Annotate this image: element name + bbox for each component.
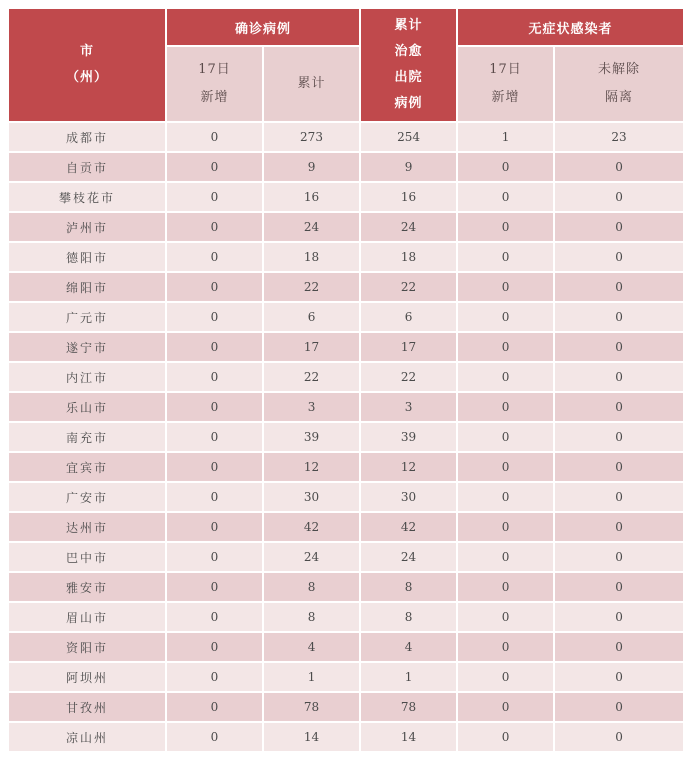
table-row (9, 393, 683, 421)
cumulative-header: 累计 (264, 47, 359, 121)
unreleased-isolation-cell: 0 (555, 603, 683, 631)
table-row (9, 573, 683, 601)
asymptomatic-new-cell: 0 (458, 513, 553, 541)
asymptomatic-new-cell: 0 (458, 333, 553, 361)
asymptomatic-new-cell: 0 (458, 543, 553, 571)
confirmed-total-cell: 6 (264, 303, 359, 331)
confirmed-new-cell: 0 (167, 453, 262, 481)
confirmed-total-cell: 22 (264, 363, 359, 391)
table-row (9, 213, 683, 241)
confirmed-total-cell: 1 (264, 663, 359, 691)
city-header-label: 市 (79, 44, 94, 59)
city-cell: 乐山市 (9, 393, 165, 421)
confirmed-total-cell: 12 (264, 453, 359, 481)
confirmed-total-cell: 24 (264, 213, 359, 241)
city-cell: 绵阳市 (9, 273, 165, 301)
confirmed-total-cell: 24 (264, 543, 359, 571)
unreleased-isolation-cell: 0 (555, 153, 683, 181)
covid-stats-table (7, 7, 685, 753)
confirmed-new-cell: 0 (167, 183, 262, 211)
confirmed-new-cell: 0 (167, 543, 262, 571)
confirmed-total-cell: 39 (264, 423, 359, 451)
asymptomatic-new-cell: 0 (458, 153, 553, 181)
recovered-cell: 42 (361, 513, 456, 541)
confirmed-new-cell: 0 (167, 633, 262, 661)
asymptomatic-new-cell: 0 (458, 603, 553, 631)
recovered-cell: 24 (361, 213, 456, 241)
unreleased-isolation-cell: 23 (555, 123, 683, 151)
table-row (9, 723, 683, 751)
recovered-cell: 9 (361, 153, 456, 181)
table-row (9, 363, 683, 391)
covid-stats-table-container (7, 7, 683, 753)
confirmed-total-cell: 17 (264, 333, 359, 361)
recovered-cell: 8 (361, 573, 456, 601)
table-row (9, 303, 683, 331)
asymptomatic-new-cell: 0 (458, 363, 553, 391)
recovered-header-line-4: 病例 (394, 96, 423, 111)
asymptomatic-new-cell: 0 (458, 723, 553, 751)
unreleased-isolation-cell: 0 (555, 243, 683, 271)
city-cell: 宜宾市 (9, 453, 165, 481)
recovered-cell: 3 (361, 393, 456, 421)
table-row (9, 663, 683, 691)
table-row (9, 123, 683, 151)
recovered-cell: 8 (361, 603, 456, 631)
confirmed-new-cell: 0 (167, 273, 262, 301)
city-cell: 内江市 (9, 363, 165, 391)
city-cell: 自贡市 (9, 153, 165, 181)
table-row (9, 273, 683, 301)
confirmed-new-cell: 0 (167, 303, 262, 331)
confirmed-total-cell: 8 (264, 603, 359, 631)
recovered-cell: 22 (361, 363, 456, 391)
asymptomatic-new-cell: 0 (458, 393, 553, 421)
recovered-header-line-1: 累计 (394, 18, 423, 33)
city-header-sub: （州） (65, 70, 108, 85)
confirmed-new-cell: 0 (167, 423, 262, 451)
recovered-cell: 6 (361, 303, 456, 331)
confirmed-total-cell: 42 (264, 513, 359, 541)
recovered-cell: 39 (361, 423, 456, 451)
table-body (9, 123, 683, 751)
confirmed-total-cell: 9 (264, 153, 359, 181)
asymptomatic-new-cell: 0 (458, 213, 553, 241)
unreleased-isolation-cell: 0 (555, 273, 683, 301)
confirmed-new-cell: 0 (167, 393, 262, 421)
confirmed-total-cell: 3 (264, 393, 359, 421)
new-today-header-line-2: 新增 (200, 90, 229, 105)
unreleased-isolation-cell: 0 (555, 183, 683, 211)
city-cell: 资阳市 (9, 633, 165, 661)
confirmed-new-cell: 0 (167, 483, 262, 511)
confirmed-total-cell: 30 (264, 483, 359, 511)
asym-new-header-line-2: 新增 (491, 90, 520, 105)
city-cell: 雅安市 (9, 573, 165, 601)
city-cell: 广元市 (9, 303, 165, 331)
recovered-cell: 30 (361, 483, 456, 511)
confirmed-new-cell: 0 (167, 513, 262, 541)
unreleased-isolation-cell: 0 (555, 423, 683, 451)
confirmed-total-cell: 22 (264, 273, 359, 301)
city-cell: 成都市 (9, 123, 165, 151)
table-row (9, 333, 683, 361)
confirmed-total-cell: 78 (264, 693, 359, 721)
unreleased-isolation-cell: 0 (555, 693, 683, 721)
asym-new-header (458, 47, 553, 121)
confirmed-group-header: 确诊病例 (167, 9, 359, 45)
unreleased-isolation-cell: 0 (555, 213, 683, 241)
asymptomatic-new-cell: 0 (458, 243, 553, 271)
recovered-cell: 16 (361, 183, 456, 211)
confirmed-new-cell: 0 (167, 363, 262, 391)
asymptomatic-new-cell: 0 (458, 453, 553, 481)
table-row (9, 423, 683, 451)
recovered-cell: 24 (361, 543, 456, 571)
asymptomatic-new-cell: 0 (458, 483, 553, 511)
table-row (9, 243, 683, 271)
unreleased-isolation-cell: 0 (555, 483, 683, 511)
asymptomatic-new-cell: 1 (458, 123, 553, 151)
confirmed-new-cell: 0 (167, 123, 262, 151)
new-today-header-line-1: 17日 (198, 62, 231, 77)
table-row (9, 513, 683, 541)
recovered-cell: 4 (361, 633, 456, 661)
table-row (9, 693, 683, 721)
unreleased-header-line-1: 未解除 (598, 62, 641, 77)
city-cell: 阿坝州 (9, 663, 165, 691)
unreleased-isolation-cell: 0 (555, 573, 683, 601)
city-cell: 甘孜州 (9, 693, 165, 721)
asymptomatic-new-cell: 0 (458, 423, 553, 451)
recovered-column-header (361, 9, 456, 121)
city-cell: 泸州市 (9, 213, 165, 241)
city-cell: 巴中市 (9, 543, 165, 571)
table-row (9, 603, 683, 631)
table-row (9, 483, 683, 511)
unreleased-isolation-cell: 0 (555, 513, 683, 541)
recovered-cell: 1 (361, 663, 456, 691)
recovered-cell: 78 (361, 693, 456, 721)
unreleased-isolation-cell: 0 (555, 723, 683, 751)
recovered-cell: 18 (361, 243, 456, 271)
confirmed-new-cell: 0 (167, 573, 262, 601)
recovered-cell: 22 (361, 273, 456, 301)
city-cell: 广安市 (9, 483, 165, 511)
city-cell: 德阳市 (9, 243, 165, 271)
city-cell: 攀枝花市 (9, 183, 165, 211)
recovered-header-line-2: 治愈 (394, 44, 423, 59)
city-cell: 眉山市 (9, 603, 165, 631)
confirmed-new-cell: 0 (167, 693, 262, 721)
recovered-cell: 17 (361, 333, 456, 361)
table-row (9, 453, 683, 481)
confirmed-total-cell: 16 (264, 183, 359, 211)
unreleased-isolation-cell: 0 (555, 303, 683, 331)
new-today-header (167, 47, 262, 121)
recovered-cell: 12 (361, 453, 456, 481)
city-cell: 南充市 (9, 423, 165, 451)
city-cell: 遂宁市 (9, 333, 165, 361)
unreleased-isolation-cell: 0 (555, 663, 683, 691)
unreleased-isolation-cell: 0 (555, 393, 683, 421)
unreleased-isolation-cell: 0 (555, 543, 683, 571)
asymptomatic-new-cell: 0 (458, 183, 553, 211)
confirmed-new-cell: 0 (167, 243, 262, 271)
unreleased-isolation-cell: 0 (555, 333, 683, 361)
confirmed-new-cell: 0 (167, 153, 262, 181)
confirmed-total-cell: 18 (264, 243, 359, 271)
confirmed-new-cell: 0 (167, 213, 262, 241)
confirmed-total-cell: 8 (264, 573, 359, 601)
asymptomatic-new-cell: 0 (458, 303, 553, 331)
confirmed-new-cell: 0 (167, 723, 262, 751)
table-row (9, 633, 683, 661)
city-column-header (9, 9, 165, 121)
asymptomatic-group-header: 无症状感染者 (458, 9, 683, 45)
confirmed-new-cell: 0 (167, 333, 262, 361)
confirmed-total-cell: 273 (264, 123, 359, 151)
recovered-cell: 254 (361, 123, 456, 151)
city-cell: 达州市 (9, 513, 165, 541)
asymptomatic-new-cell: 0 (458, 663, 553, 691)
unreleased-isolation-cell: 0 (555, 633, 683, 661)
asymptomatic-new-cell: 0 (458, 273, 553, 301)
city-cell: 凉山州 (9, 723, 165, 751)
asym-new-header-line-1: 17日 (489, 62, 522, 77)
confirmed-new-cell: 0 (167, 603, 262, 631)
confirmed-total-cell: 14 (264, 723, 359, 751)
asymptomatic-new-cell: 0 (458, 573, 553, 601)
table-row (9, 153, 683, 181)
asymptomatic-new-cell: 0 (458, 693, 553, 721)
recovered-header-line-3: 出院 (394, 70, 423, 85)
confirmed-new-cell: 0 (167, 663, 262, 691)
unreleased-isolation-header (555, 47, 683, 121)
unreleased-isolation-cell: 0 (555, 363, 683, 391)
table-row (9, 543, 683, 571)
unreleased-header-line-2: 隔离 (605, 90, 634, 105)
asymptomatic-new-cell: 0 (458, 633, 553, 661)
table-row (9, 183, 683, 211)
recovered-cell: 14 (361, 723, 456, 751)
unreleased-isolation-cell: 0 (555, 453, 683, 481)
confirmed-total-cell: 4 (264, 633, 359, 661)
